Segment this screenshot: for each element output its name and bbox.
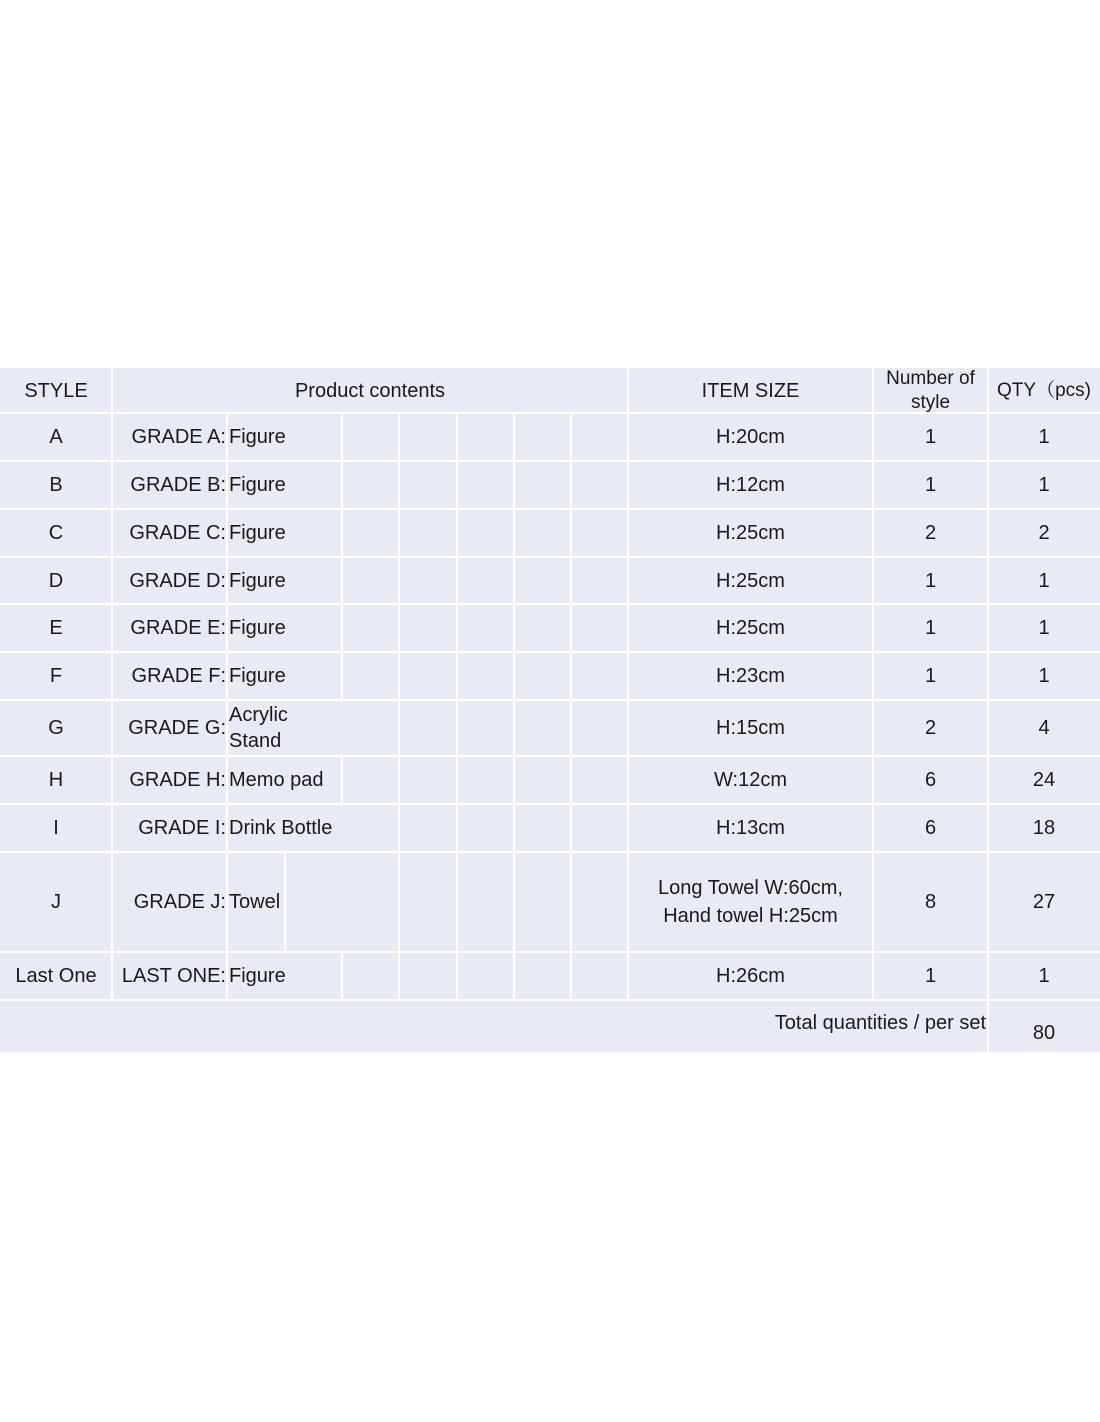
row-a-size: H:20cm xyxy=(716,426,785,448)
row-c-item: Figure xyxy=(229,522,286,544)
header-product-contents: Product contents xyxy=(294,379,446,402)
row-j-style: J xyxy=(51,891,61,913)
row-d-size: H:25cm xyxy=(716,569,785,592)
total-label: Total quantities / per set xyxy=(774,1012,986,1034)
row-b-grade: GRADE B: xyxy=(130,474,226,496)
row-a-qty: 1 xyxy=(1038,426,1050,448)
row-c-number: 2 xyxy=(924,522,937,544)
row-last-one-size: H:26cm xyxy=(716,965,785,987)
row-g-item: Acrylic Stand xyxy=(229,704,288,752)
row-g-qty: 4 xyxy=(1038,717,1050,739)
row-a-item: Figure xyxy=(229,426,286,448)
row-h-style: H xyxy=(48,769,64,791)
row-j-item: Towel xyxy=(229,891,281,913)
row-f-qty: 1 xyxy=(1038,665,1050,687)
row-h-size: W:12cm xyxy=(714,769,787,791)
row-e-grade: GRADE E: xyxy=(130,617,226,639)
row-g-number: 2 xyxy=(924,717,937,739)
row-g-size: H:15cm xyxy=(716,717,785,739)
row-i-style: I xyxy=(53,817,59,839)
row-j-size: Long Towel W:60cm, Hand towel H:25cm xyxy=(658,877,843,927)
row-f-size: H:23cm xyxy=(716,665,785,687)
row-f-style: F xyxy=(49,665,63,687)
row-a-grade: GRADE A: xyxy=(131,426,226,448)
row-b-size: H:12cm xyxy=(716,474,785,496)
row-d-qty: 1 xyxy=(1038,569,1050,592)
row-e-number: 1 xyxy=(924,617,937,639)
row-h-item: Memo pad xyxy=(229,769,324,791)
row-b-number: 1 xyxy=(924,474,937,496)
row-e-item: Figure xyxy=(229,617,286,639)
row-f-number: 1 xyxy=(924,665,937,687)
row-j-grade: GRADE J: xyxy=(133,891,226,913)
row-last-one-number: 1 xyxy=(924,965,937,987)
header-style: STYLE xyxy=(24,379,88,402)
row-d-number: 1 xyxy=(924,569,937,592)
row-g-grade: GRADE G: xyxy=(128,717,226,739)
row-e-qty: 1 xyxy=(1038,617,1050,639)
row-b-qty: 1 xyxy=(1038,474,1050,496)
row-b-item: Figure xyxy=(229,474,286,496)
header-number-of-style: Number of style xyxy=(886,367,975,413)
row-d-grade: GRADE D: xyxy=(129,569,226,592)
row-h-qty: 24 xyxy=(1032,769,1056,791)
row-e-size: H:25cm xyxy=(716,617,785,639)
row-j-number: 8 xyxy=(924,891,937,913)
row-g-style: G xyxy=(48,717,64,739)
row-d-style: D xyxy=(48,569,64,592)
row-j-qty: 27 xyxy=(1032,891,1056,913)
row-c-grade: GRADE C: xyxy=(129,522,226,544)
row-c-qty: 2 xyxy=(1038,522,1050,544)
row-h-grade: GRADE H: xyxy=(129,769,226,791)
row-last-one-qty: 1 xyxy=(1038,965,1050,987)
row-i-item: Drink Bottle xyxy=(229,817,333,839)
row-last-one-style: Last One xyxy=(15,965,97,987)
row-a-number: 1 xyxy=(924,426,937,448)
row-last-one-item: Figure xyxy=(229,965,286,987)
row-h-number: 6 xyxy=(924,769,937,791)
header-item-size: ITEM SIZE xyxy=(701,379,800,402)
row-i-grade: GRADE I: xyxy=(138,817,226,839)
row-last-one-grade: LAST ONE: xyxy=(121,965,226,987)
row-i-number: 6 xyxy=(924,817,937,839)
row-f-item: Figure xyxy=(229,665,286,687)
row-c-style: C xyxy=(48,522,64,544)
header-qty: QTY（pcs) xyxy=(997,379,1091,401)
row-f-grade: GRADE F: xyxy=(131,665,226,687)
row-d-item: Figure xyxy=(229,569,286,592)
total-value: 80 xyxy=(1032,1022,1056,1044)
row-e-style: E xyxy=(49,617,63,639)
row-c-size: H:25cm xyxy=(716,522,785,544)
row-i-qty: 18 xyxy=(1032,817,1056,839)
product-table xyxy=(0,368,1100,1052)
row-b-style: B xyxy=(49,474,63,496)
row-i-size: H:13cm xyxy=(716,817,785,839)
row-a-style: A xyxy=(49,426,63,448)
